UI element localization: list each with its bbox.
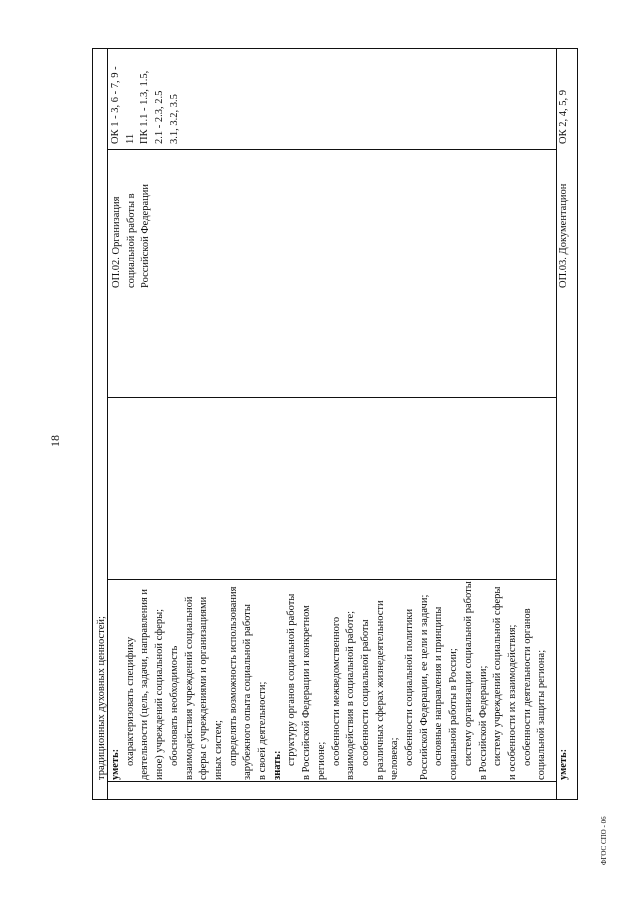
row1-line: особенности межведомственного (330, 616, 342, 766)
row1-line: уметь: (110, 748, 121, 780)
row1-line: Российской Федерации, ее цели и задачи; (418, 594, 430, 780)
row1-line: регионе; (315, 741, 327, 780)
row1-line: сферы с учреждениями и организациями (198, 596, 210, 780)
competence-line: ОК 1 - 3, 6 - 7, 9 - (110, 66, 121, 144)
discipline-line: ОП.03. Документацион (558, 183, 569, 288)
row1-top-line: традиционных духовных ценностей; (96, 616, 107, 780)
discipline-line: Российской Федерации (140, 184, 152, 288)
row1-line: обосновать необходимость (168, 645, 180, 766)
row1-line: структуру органов социальной работы (286, 593, 298, 766)
row1-line: социальной работы в России; (448, 648, 460, 780)
row1-line: деятельности (цель, задачи, направления и (139, 588, 151, 780)
row1-line: систему учреждений социальной сферы (492, 586, 504, 766)
row1-line: основные направления и принципы (433, 606, 445, 766)
row1-line: взаимодействия в социальной работе; (345, 610, 357, 780)
row2-knowledge-cell (557, 749, 572, 780)
row1-line: и особенности их взаимодействия; (506, 624, 518, 780)
col-divider-2 (556, 49, 557, 799)
row1-line: в Российской Федерации и конкретном (301, 605, 313, 780)
row1-line: взаимодействия учреждений социальной (183, 596, 195, 780)
row1-line: знать: (271, 750, 283, 780)
row1-line: человека; (389, 737, 401, 780)
row-divider-b (107, 397, 556, 398)
competence-line: 3.1, 3.2, 3.5 (168, 94, 180, 144)
row1-line: особенности социальной политики (404, 608, 416, 766)
row1-line: определять возможность использования (227, 586, 239, 766)
row2-discipline-cell (557, 184, 572, 288)
page-number: 18 (48, 435, 62, 447)
footer-code: ФГОС СПО - 06 (600, 816, 608, 865)
competence-line: 2.1 - 2.3, 2.5 (154, 90, 166, 144)
row1-line: в Российской Федерации; (477, 665, 489, 780)
row1-line: в своей деятельности; (257, 681, 269, 780)
discipline-line: социальной работы в (125, 193, 137, 288)
competence-line: 11 (124, 133, 136, 144)
row1-line: зарубежного опыта социальной работы (242, 604, 254, 780)
row-divider-d (107, 781, 556, 782)
row1-top-cell (95, 616, 110, 780)
discipline-line: ОП.02. Организация (111, 196, 122, 288)
row1-line: особенности деятельности органов (521, 608, 533, 766)
row1-line: иное) учреждений социальной сферы; (154, 608, 166, 780)
competence-line: ПК 1.1 - 1.3, 1.5, (139, 70, 151, 144)
row1-line: охарактеризовать специфику (124, 636, 136, 766)
competence-line: ОК 2, 4, 5, 9 (558, 90, 569, 144)
row1-line: особенности социальной работы (359, 619, 371, 766)
row1-line: в различных сферах жизнедеятельности (374, 600, 386, 780)
row-divider-a (107, 149, 556, 150)
row1-knowledge-cell (109, 581, 550, 780)
row1-discipline-cell (110, 184, 154, 288)
row1-line: иных систем; (212, 720, 224, 780)
row1-line: социальной защиты региона; (536, 649, 548, 780)
row1-competence-cell (109, 66, 183, 144)
row-divider-c (107, 579, 556, 580)
row2-competence-cell (557, 90, 572, 144)
row2-line: уметь: (558, 748, 569, 780)
row1-line: систему организации социальной работы (462, 581, 474, 766)
